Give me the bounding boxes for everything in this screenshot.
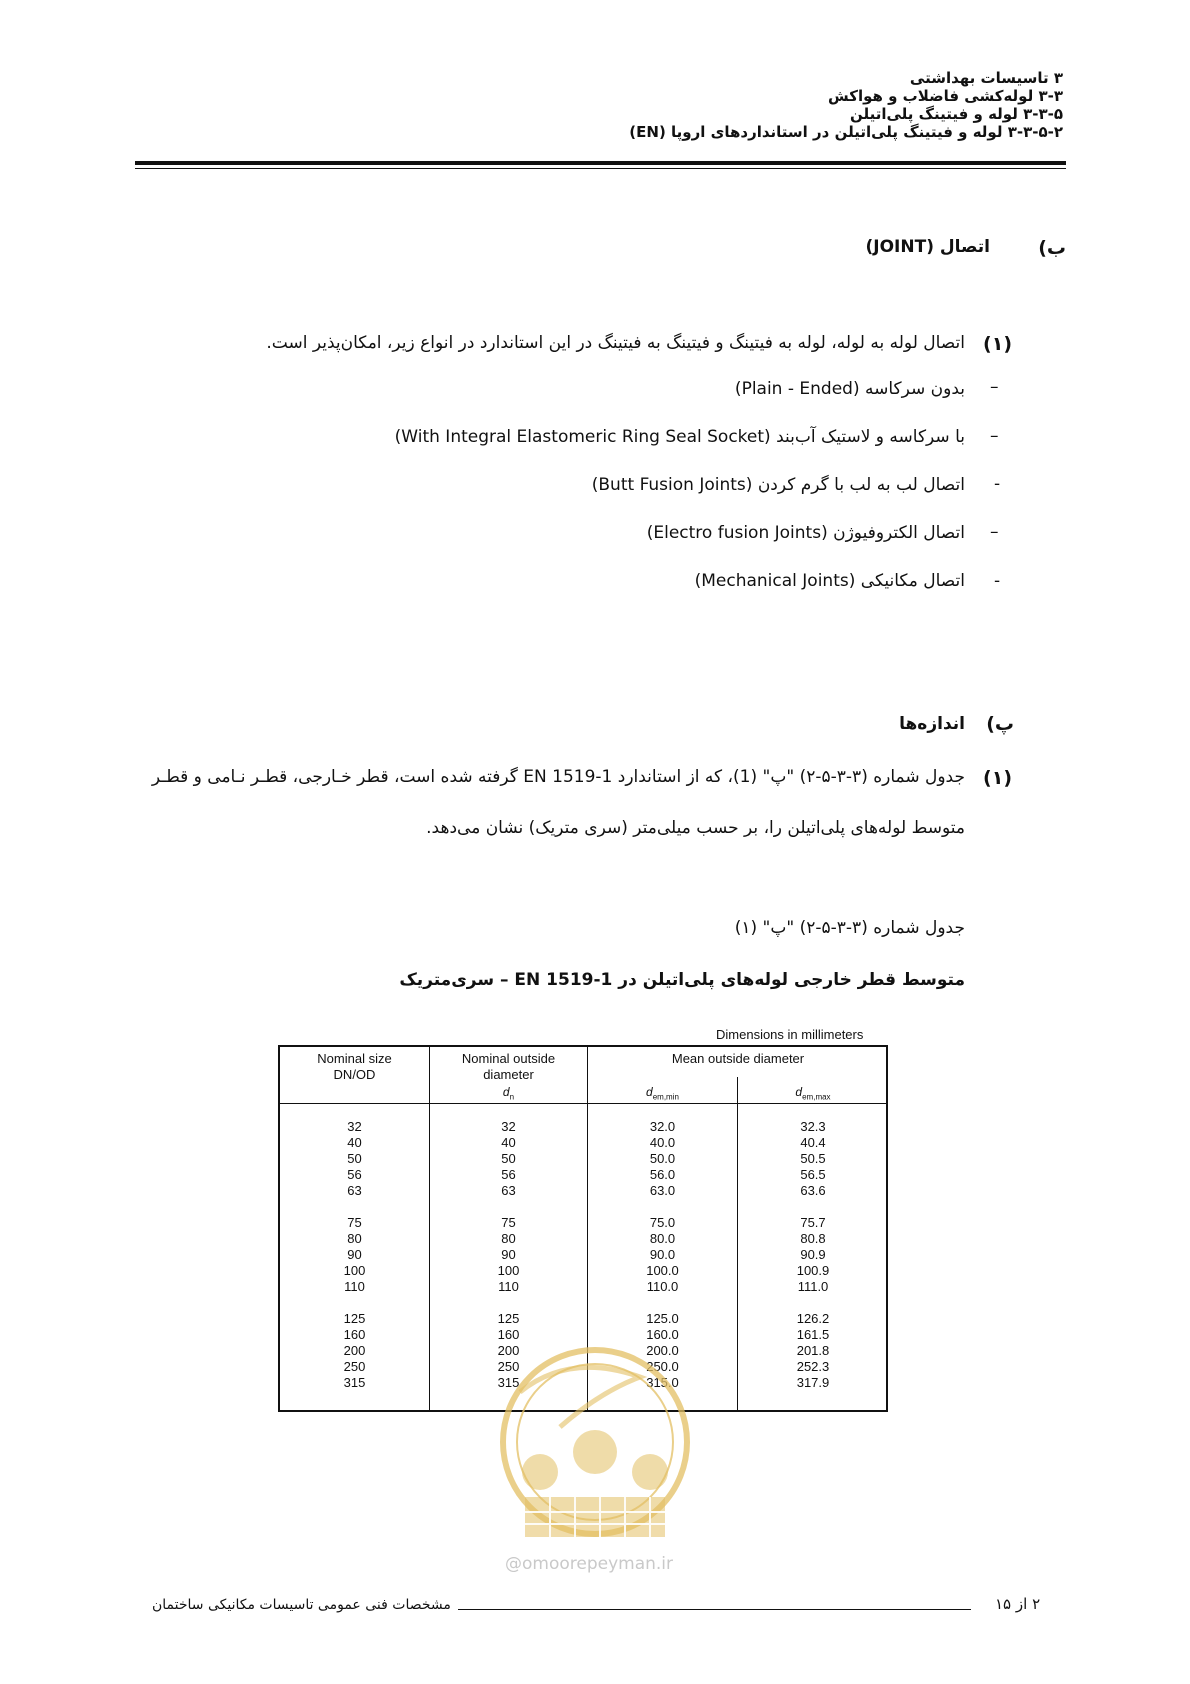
header-symbol-dem-max: $d_{em,max}$ bbox=[795, 1085, 831, 1102]
table-cell: 63.6 bbox=[800, 1183, 826, 1198]
table-units-note: Dimensions in millimeters bbox=[716, 1027, 864, 1042]
list-bullet: – bbox=[990, 522, 999, 542]
table-cell: 200.0 bbox=[646, 1343, 679, 1358]
row-group bbox=[588, 1119, 737, 1199]
section-b-letter: ب) bbox=[1038, 237, 1066, 259]
section-p-title: اندازه‌ها bbox=[899, 714, 965, 734]
footer-rule bbox=[458, 1609, 971, 1610]
footer-title: مشخصات فنی عمومی تاسیسات مکانیکی ساختمان bbox=[152, 1597, 451, 1613]
header-symbol-dn: $d_n$ bbox=[502, 1085, 515, 1102]
row-group bbox=[280, 1311, 429, 1391]
section-p-paragraph-line-1: جدول شماره (۳-۳-۵-۲) "پ" (1)، که از استاندارد EN 1519-1 گرفته شده است، قطر خـارجی، قطـر نـامی و قطـر bbox=[151, 767, 965, 787]
header-nominal-outside-diameter: Nominal outside diameter bbox=[461, 1051, 556, 1082]
table-cell: 110 bbox=[498, 1279, 519, 1294]
table-cell: 125 bbox=[343, 1311, 366, 1326]
header-line-4: ۳-۳-۵-۲ لوله و فیتینگ پلی‌اتیلن در استانداردهای اروپا (EN) bbox=[629, 123, 1063, 141]
table-cell: 125.0 bbox=[646, 1311, 679, 1326]
table-caption: متوسط قطر خارجی لوله‌های پلی‌اتیلن در EN 1519-1 – سری‌متریک bbox=[399, 970, 965, 990]
header-symbol-dem-min: $d_{em,min}$ bbox=[646, 1085, 679, 1102]
table-cell: 110.0 bbox=[646, 1279, 679, 1294]
table-cell: 252.3 bbox=[796, 1359, 830, 1374]
table-cell: 80.0 bbox=[649, 1231, 676, 1246]
table-cell: 80 bbox=[501, 1231, 516, 1246]
table-cell: 32 bbox=[347, 1119, 362, 1134]
table-cell: 40.0 bbox=[649, 1135, 676, 1150]
table-cell: 75 bbox=[347, 1215, 362, 1230]
table-cell: 100 bbox=[343, 1263, 366, 1278]
diameter-table bbox=[278, 1045, 888, 1412]
section-p-paragraph-line-2: متوسط لوله‌های پلی‌اتیلن را، بر حسب میلی‌متر (سری متریک) نشان می‌دهد. bbox=[426, 818, 965, 838]
list-bullet: - bbox=[994, 474, 1001, 494]
row-group bbox=[738, 1215, 888, 1295]
table-cell: 75.7 bbox=[800, 1215, 826, 1230]
table-cell: 50 bbox=[347, 1151, 362, 1166]
header-rule-thin bbox=[135, 168, 1066, 169]
list-bullet: – bbox=[990, 377, 999, 397]
table-cell: 90 bbox=[501, 1247, 516, 1262]
footer-page-number: ۲ از ۱۵ bbox=[995, 1595, 1041, 1613]
table-cell: 32.0 bbox=[649, 1119, 676, 1134]
table-cell: 50 bbox=[501, 1151, 516, 1166]
table-cell: 200 bbox=[497, 1343, 520, 1358]
table-cell: 50.0 bbox=[649, 1151, 676, 1166]
header-mean-outside-diameter: Mean outside diameter bbox=[671, 1051, 805, 1066]
table-cell: 56.5 bbox=[800, 1167, 826, 1182]
section-p-item-number: (۱) bbox=[983, 767, 1012, 789]
table-cell: 50.5 bbox=[800, 1151, 826, 1166]
table-cell: 250 bbox=[343, 1359, 366, 1374]
table-cell: 160 bbox=[343, 1327, 366, 1342]
watermark-site: @omoorepeyman.ir bbox=[505, 1554, 674, 1574]
row-group bbox=[588, 1215, 737, 1295]
table-cell: 80 bbox=[347, 1231, 362, 1246]
table-cell: 111.0 bbox=[797, 1279, 829, 1294]
column-nominal-size bbox=[280, 1119, 429, 1407]
table-cell: 56.0 bbox=[649, 1167, 676, 1182]
section-b-title: اتصال (JOINT) bbox=[865, 237, 990, 257]
table-cell: 75.0 bbox=[649, 1215, 676, 1230]
at-icon: @ bbox=[505, 1554, 522, 1574]
list-item-butt-fusion: اتصال لب به لب با گرم کردن (Butt Fusion Joints) bbox=[591, 475, 965, 495]
list-item-plain-ended: بدون سرکاسه (Plain - Ended) bbox=[734, 379, 965, 399]
row-group bbox=[588, 1311, 737, 1391]
table-cell: 56 bbox=[347, 1167, 362, 1182]
row-group bbox=[430, 1119, 587, 1199]
table-cell: 40 bbox=[347, 1135, 362, 1150]
section-p-letter: پ) bbox=[986, 713, 1014, 735]
list-item-mechanical: اتصال مکانیکی (Mechanical Joints) bbox=[694, 571, 965, 591]
table-cell: 315 bbox=[343, 1375, 366, 1390]
table-cell: 75 bbox=[501, 1215, 516, 1230]
table-cell: 63 bbox=[347, 1183, 362, 1198]
table-cell: 40.4 bbox=[800, 1135, 826, 1150]
table-cell: 90.9 bbox=[800, 1247, 826, 1262]
table-cell: 63.0 bbox=[649, 1183, 676, 1198]
table-cell: 126.2 bbox=[796, 1311, 830, 1326]
row-group bbox=[430, 1215, 587, 1295]
header-nominal-size: Nominal size DN/OD bbox=[317, 1051, 392, 1082]
table-cell: 125 bbox=[497, 1311, 520, 1326]
table-header-rule bbox=[280, 1103, 886, 1104]
table-cell: 315 bbox=[497, 1375, 520, 1390]
table-cell: 160.0 bbox=[646, 1327, 679, 1342]
table-cell: 100.9 bbox=[796, 1263, 830, 1278]
list-item-ring-seal-socket: با سرکاسه و لاستیک آب‌بند (With Integral Elastomeric Ring Seal Socket) bbox=[394, 427, 965, 447]
row-group bbox=[738, 1311, 888, 1391]
section-b-item-number: (۱) bbox=[983, 333, 1012, 355]
row-group bbox=[280, 1119, 429, 1199]
table-cell: 160 bbox=[497, 1327, 520, 1342]
row-group bbox=[280, 1215, 429, 1295]
table-cell: 32 bbox=[501, 1119, 516, 1134]
table-cell: 32.3 bbox=[800, 1119, 826, 1134]
header-line-3: ۳-۳-۵ لوله و فیتینگ پلی‌اتیلن bbox=[849, 105, 1063, 123]
table-cell: 200 bbox=[343, 1343, 366, 1358]
list-bullet: - bbox=[994, 571, 1001, 591]
table-cell: 80.8 bbox=[800, 1231, 826, 1246]
header-line-1: ۳ تاسیسات بهداشتی bbox=[909, 69, 1063, 87]
table-cell: 100 bbox=[497, 1263, 520, 1278]
row-group bbox=[738, 1119, 888, 1199]
table-cell: 63 bbox=[501, 1183, 516, 1198]
row-group bbox=[430, 1311, 587, 1391]
table-cell: 250.0 bbox=[646, 1359, 679, 1374]
table-cell: 317.9 bbox=[796, 1375, 830, 1390]
table-cell: 40 bbox=[501, 1135, 516, 1150]
table-reference: جدول شماره (۳-۳-۵-۲) "پ" (۱) bbox=[734, 918, 965, 938]
table-cell: 100.0 bbox=[646, 1263, 679, 1278]
column-nominal-outside-diameter bbox=[430, 1119, 587, 1407]
table-cell: 56 bbox=[501, 1167, 516, 1182]
table-cell: 315.0 bbox=[646, 1375, 679, 1390]
column-dem-min bbox=[588, 1119, 737, 1407]
table-cell: 161.5 bbox=[796, 1327, 830, 1342]
table-cell: 110 bbox=[344, 1279, 365, 1294]
header-rule-thick bbox=[135, 161, 1066, 165]
table-cell: 90.0 bbox=[649, 1247, 676, 1262]
header-line-2: ۳-۳ لوله‌کشی فاضلاب و هواکش bbox=[828, 87, 1063, 105]
table-cell: 90 bbox=[347, 1247, 362, 1262]
list-bullet: – bbox=[990, 426, 999, 446]
column-dem-max bbox=[738, 1119, 888, 1407]
table-cell: 250 bbox=[497, 1359, 520, 1374]
section-b-intro: اتصال لوله به لوله، لوله به فیتینگ و فیتینگ به فیتینگ در این استاندارد در انواع زیر، امکان‌پذیر است. bbox=[266, 333, 965, 353]
list-item-electro-fusion: اتصال الکتروفیوژن (Electro fusion Joints) bbox=[646, 523, 965, 543]
table-cell: 201.8 bbox=[796, 1343, 830, 1358]
